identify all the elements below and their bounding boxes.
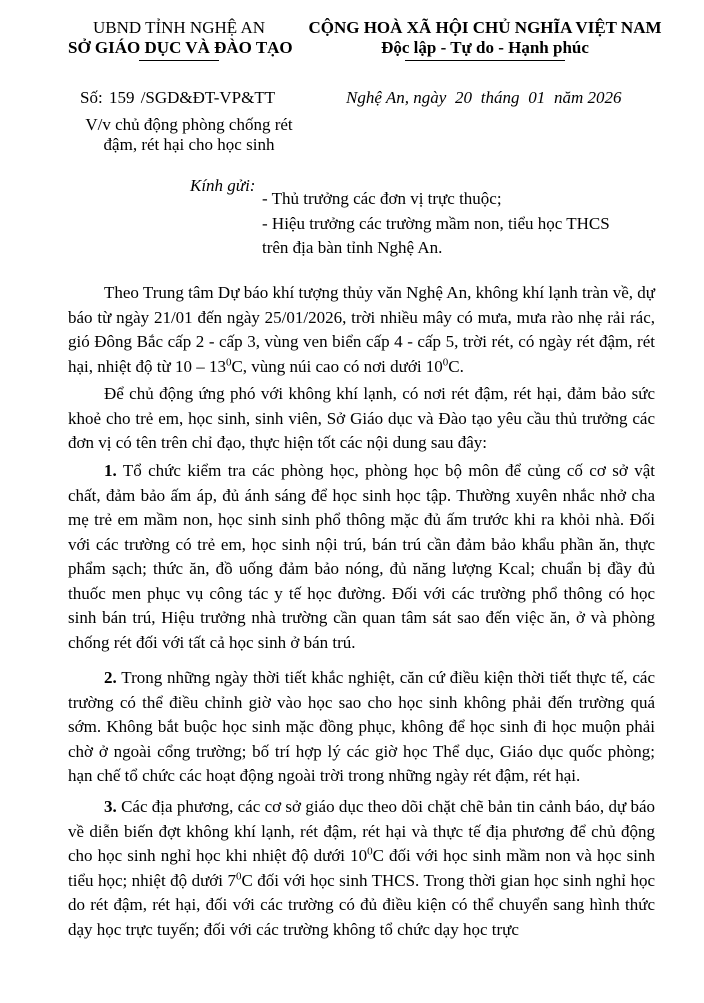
item-number: 1.	[104, 461, 117, 480]
document-number	[80, 88, 275, 108]
date-month: 01	[528, 88, 546, 107]
paragraph-request: Để chủ động ứng phó với không khí lạnh, có nơi rét đậm, rét hại, đảm bảo sức khoẻ cho trẻ em, học sinh, sinh viên, Sở Giáo dục và Đào tạo yêu cầu thủ trưởng các đơn vị có tên trên chỉ đạo, thực hiện tốt các nội dung sau đây:	[68, 384, 655, 452]
header-underline	[139, 60, 219, 61]
forecast-text: C, vùng núi cao có nơi dưới 10	[231, 356, 443, 376]
degree-mark: 0	[442, 355, 449, 368]
forecast-text: C.	[448, 356, 464, 376]
national-title: CỘNG HOÀ XÃ HỘI CHỦ NGHĨA VIỆT NAM	[308, 18, 662, 37]
item-number: 3.	[104, 797, 117, 816]
degree-mark: 0	[225, 355, 232, 368]
item-text: Các địa phương, các cơ sở giáo dục theo dõi chặt chẽ bản tin cảnh báo, dự báo về diễn biến đợt không khí lạnh, rét đậm, rét hại và thực tế địa phương để chủ động cho học sinh nghỉ học khi nhiệt độ dưới 10	[68, 797, 656, 865]
recipient-line: - Thủ trưởng các đơn vị trực thuộc;	[262, 189, 502, 208]
item-text: Tổ chức kiểm tra các phòng học, phòng học bộ môn để củng cố cơ sở vật chất, đảm bảo ấm áp, đủ ánh sáng để học sinh học tập. Thường xuyên nhắc nhở cha mẹ trẻ em mầm non, học sinh sinh phổ thông mặc đủ ấm trước khi ra khỏi nhà. Đối với các trường có trẻ em, học sinh nội trú, bán trú cần đảm bảo khẩu phần ăn, thực phẩm sạch; thức ăn, đồ uống đảm bảo nóng, đủ năng lượng Kcal; chuẩn bị đầy đủ thuốc men phục vụ công tác y tế học đường. Đối với các trường phổ thông có học sinh bán trú, Hiệu trưởng nhà trường cần quan tâm sát sao đến việc ăn, ở và phòng chống rét đối với tất cả học sinh ở bán trú.	[68, 461, 655, 652]
item-1	[68, 459, 655, 655]
subject-line: V/v chủ động phòng chống rét	[85, 115, 293, 134]
month-label: tháng	[480, 88, 520, 107]
province-committee: UBND TỈNH NGHỆ AN	[92, 18, 266, 37]
greeting-label: Kính gửi:	[190, 176, 256, 195]
item-3	[68, 795, 655, 942]
date-day: 20	[455, 88, 473, 107]
forecast-text: Theo Trung tâm Dự báo khí tượng thủy văn Nghệ An, không khí lạnh tràn về, dự báo từ ngày 21/01 đến ngày 25/01/2026, trời nhiều mây có mưa, mưa rào nhẹ rải rác, gió Đông Bắc cấp 2 - cấp 3, vùng ven biển cấp 4 - cấp 5, trời rét, có ngày rét đậm, rét hại, nhiệt độ từ 10 – 13	[68, 283, 655, 376]
item-text: C đối với học sinh mầm non và học sinh tiểu học; nhiệt độ dưới 7	[68, 846, 655, 890]
national-header	[306, 18, 664, 61]
degree-mark: 0	[367, 845, 373, 858]
place-prefix: Nghệ An, ngày	[346, 88, 447, 107]
document-subject	[74, 115, 304, 155]
degree-mark: 0	[235, 869, 242, 882]
agency-header	[68, 18, 293, 61]
item-2	[68, 666, 655, 789]
place-date	[346, 88, 622, 108]
subject-line: đậm, rét hại cho học sinh	[103, 135, 275, 154]
recipient-line: - Hiệu trưởng các trường mầm non, tiểu học THCS	[262, 214, 610, 233]
year-label: năm 2026	[554, 88, 622, 107]
department-name: SỞ GIÁO DỤC VÀ ĐÀO TẠO	[68, 38, 293, 57]
item-number: 2.	[104, 668, 117, 687]
item-text: C đối với học sinh THCS. Trong thời gian học sinh nghỉ học do rét đậm, rét hại, đối với các trường có đủ điều kiện có thể chuyển sang hình thức dạy học trực tuyến; đối với các trường không tổ chức dạy học trực	[68, 870, 655, 939]
paragraph-forecast	[68, 281, 655, 379]
number-label: Số:	[80, 88, 103, 107]
national-motto: Độc lập - Tự do - Hạnh phúc	[381, 38, 589, 57]
motto-underline	[405, 60, 565, 61]
item-text: Trong những ngày thời tiết khắc nghiệt, căn cứ điều kiện thời tiết thực tế, các trường có thể điều chỉnh giờ vào học sao cho học sinh không phải đến trường quá sớm. Không bắt buộc học sinh mặc đồng phục, không để học sinh đi học muộn phải chờ ở ngoài cổng trường; bố trí hợp lý các giờ học Thể dục, Giáo dục quốc phòng; hạn chế tổ chức các hoạt động ngoài trời trong những ngày rét đậm, rét hại.	[68, 668, 655, 785]
number-value: 159	[108, 88, 135, 107]
number-suffix: /SGD&ĐT-VP&TT	[140, 88, 276, 107]
recipient-line: trên địa bàn tỉnh Nghệ An.	[262, 238, 443, 257]
